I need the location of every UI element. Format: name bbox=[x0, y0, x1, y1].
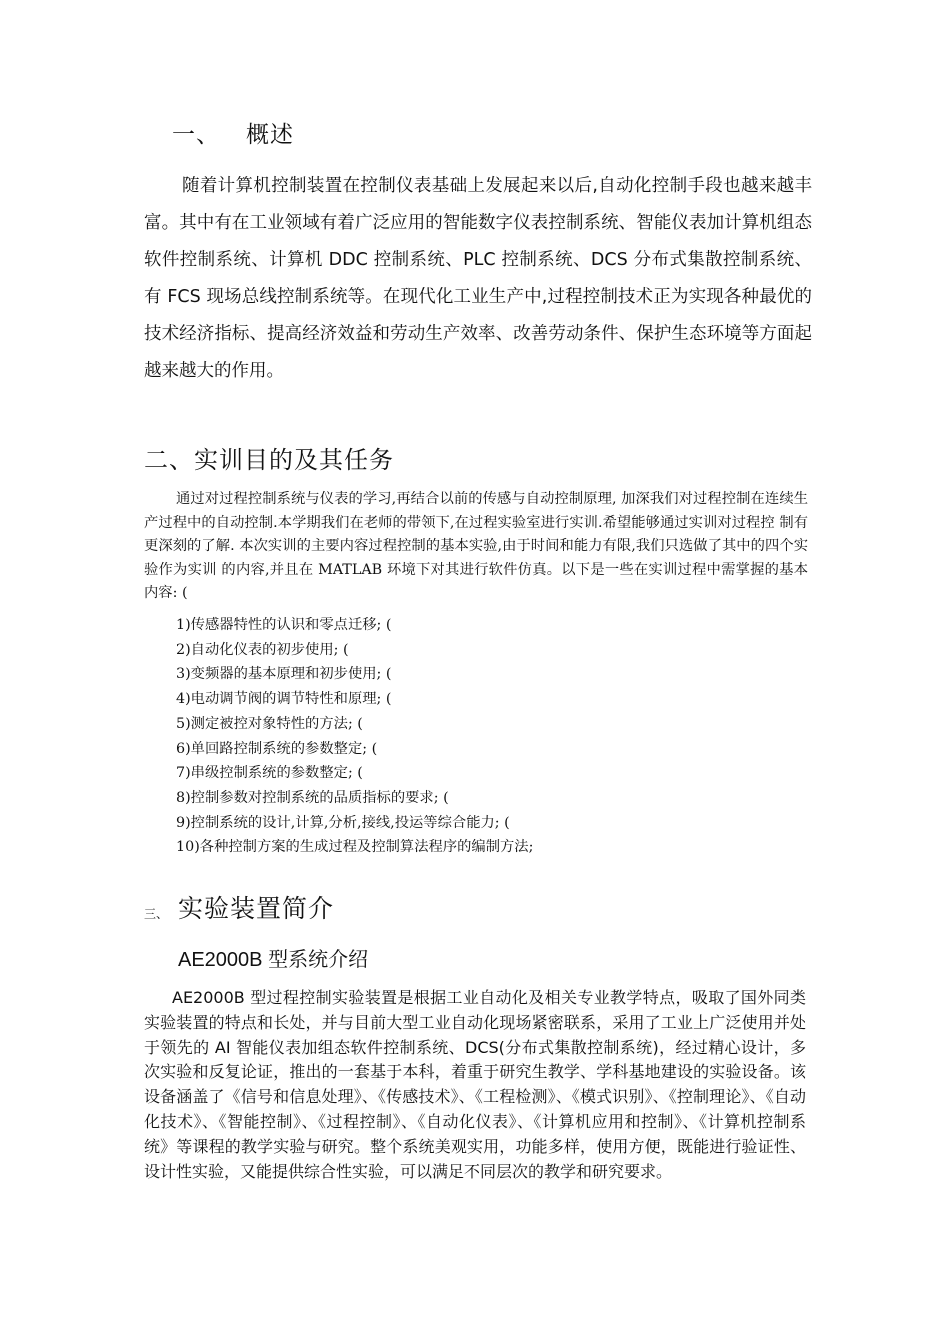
list-item: 2)自动化仪表的初步使用; ( bbox=[176, 641, 349, 658]
section-3-number: 三、 bbox=[144, 907, 169, 921]
list-item: 7)串级控制系统的参数整定; ( bbox=[176, 765, 363, 782]
list-item: 6)单回路控制系统的参数整定; ( bbox=[176, 740, 378, 757]
list-item: 9)控制系统的设计,计算,分析,接线,投运等综合能力; ( bbox=[176, 814, 510, 831]
training-content-list bbox=[176, 613, 533, 860]
list-item: 1)传感器特性的认识和零点迁移; ( bbox=[176, 617, 392, 633]
list-item: 8)控制参数对控制系统的品质指标的要求; ( bbox=[176, 789, 449, 806]
list-item: 5)测定被控对象特性的方法; ( bbox=[176, 715, 363, 732]
list-item: 4)电动调节阀的调节特性和原理; ( bbox=[176, 691, 392, 708]
list-item: 10)各种控制方案的生成过程及控制算法程序的编制方法; bbox=[176, 839, 534, 856]
section-1-paragraph: 随着计算机控制装置在控制仪表基础上发展起来以后,自动化控制手段也越来越丰富。其中有在工业领域有着广泛应用的智能数字仪表控制系统、智能仪表加计算机组态软件控制系统、计算机 DDC 控制系统、PLC 控制系统、DCS 分布式集散控制系统、有 FCS 现场总线控制系统等。在现代化工业生产中,过程控制技术正为实现各种最优的技术经济指标、提高经济效益和劳动生产效率、改善劳动条件、保护生态环境等方面起越来越大的作用。 bbox=[144, 176, 812, 381]
section-2-paragraph: 通过对过程控制系统与仪表的学习,再结合以前的传感与自动控制原理, 加深我们对过程控制在连续生 产过程中的自动控制.本学期我们在老师的带领下,在过程实验室进行实训.希望能够通过实训对过程控 制有更深刻的了解. 本次实训的主要内容过程控制的基本实验,由于时间和能力有限,我们只选做了其中的四个实验作为实训 的内容,并且在 MATLAB 环境下对其进行软件仿真。以下是一些在实训过程中需掌握的基本内容: ( bbox=[144, 491, 808, 602]
section-2-heading: 二、实训目的及其任务 bbox=[144, 446, 394, 474]
section-1-title: 概述 bbox=[246, 122, 294, 148]
section-3-heading: 实验装置简介 bbox=[178, 894, 335, 923]
list-item: 3)变频器的基本原理和初步使用; ( bbox=[176, 666, 392, 683]
section-3-subheading: AE2000B 型系统介绍 bbox=[178, 949, 369, 971]
section-1-number: 一、 bbox=[172, 122, 220, 148]
section-1-heading bbox=[172, 116, 294, 149]
section-3-paragraph: AE2000B 型过程控制实验装置是根据工业自动化及相关专业教学特点，吸取了国外同类实验装置的特点和长处，并与目前大型工业自动化现场紧密联系，采用了工业上广泛使用并处于领先的 AI 智能仪表加组态软件控制系统、DCS(分布式集散控制系统)，经过精心设计，多次实验和反复论证，推出的一套基于本科，着重于研究生教学、学科基地建设的实验设备。该设备涵盖了《信号和信息处理》、《传感技术》、《工程检测》、《模式识别》、《控制理论》、《自动化技术》、《智能控制》、《过程控制》、《自动化仪表》、《计算机应用和控制》、《计算机控制系统》等课程的教学实验与研究。整个系统美观实用，功能多样，使用方便，既能进行验证性、设计性实验，又能提供综合性实验，可以满足不同层次的教学和研究要求。 bbox=[144, 988, 806, 1181]
